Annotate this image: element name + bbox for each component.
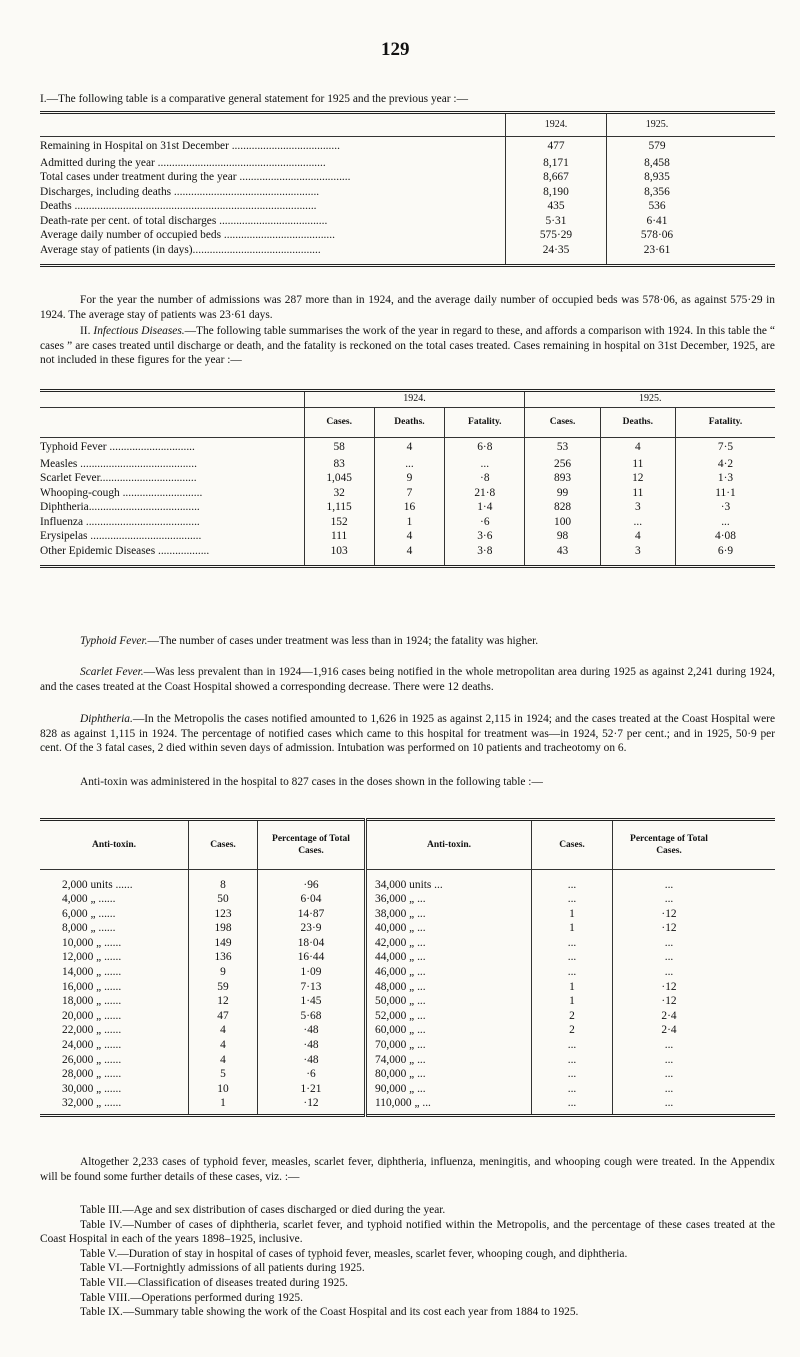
- cases-left: 47: [189, 1009, 258, 1024]
- general-row-label: Discharges, including deaths ...................................................: [40, 185, 320, 198]
- appendix-item: Table V.—Duration of stay in hospital of cases of typhoid fever, measles, scarlet fever, whooping cough, and diphtheria.: [80, 1247, 628, 1260]
- dose-left: 22,000 „ ......: [62, 1024, 122, 1037]
- infectious-value-f24: 6·8: [445, 438, 525, 457]
- pct-right: ·12: [613, 907, 726, 922]
- para-antitoxin: Anti-toxin was administered in the hospital to 827 cases in the doses shown in the following table :—: [80, 776, 543, 788]
- infectious-value-f24: ...: [445, 457, 525, 472]
- cases-left: 10: [189, 1082, 258, 1097]
- infectious-value-f25: 4·2: [675, 457, 775, 472]
- col-fatality-1924: Fatality.: [445, 408, 525, 438]
- dose-left: 24,000 „ ......: [62, 1039, 122, 1052]
- infectious-value-f24: 21·8: [445, 486, 525, 501]
- infectious-year-1925: 1925.: [525, 391, 775, 408]
- infectious-row: [40, 515, 775, 530]
- infectious-value-d24: 4: [374, 529, 444, 544]
- pct-right: ...: [613, 936, 726, 951]
- pct-left: ·6: [258, 1067, 366, 1082]
- pct-right: ...: [613, 878, 726, 893]
- appendix-list: [40, 1203, 775, 1320]
- para-altogether: Altogether 2,233 cases of typhoid fever, measles, scarlet fever, diphtheria, influenza, meningitis, and whooping cough were treated. In the Appendix will be found some further details of these cases, viz. :—: [40, 1156, 775, 1183]
- infectious-value-c25: 893: [525, 471, 600, 486]
- pct-left: 1·21: [258, 1082, 366, 1097]
- pct-header-left: Percentage of Total Cases.: [258, 820, 366, 870]
- infectious-value-f25: 6·9: [675, 544, 775, 559]
- diphtheria-body: —In the Metropolis the cases notified amounted to 1,626 in 1925 as against 2,115 in 1924; and the cases treated at the Coast Hospital were 828 as against 1,115 in 1924. The percentage of notified cases which came to this hospital for treatment was—in 1924, 52·7 per cent.; and in 1925, 50·9 per cent. Of the 3 fatal cases, 2 died within seven days of admission. Intubation was performed on 10 patients and tracheotomy on 6.: [40, 713, 775, 755]
- infectious-value-c25: 99: [525, 486, 600, 501]
- infectious-value-f24: 3·8: [445, 544, 525, 559]
- infectious-value-d25: 3: [600, 544, 675, 559]
- infectious-value-d24: 1: [374, 515, 444, 530]
- general-value-1924: 8,667: [506, 170, 607, 185]
- pct-right: ...: [613, 1082, 726, 1097]
- section-title: Infectious Diseases.: [93, 325, 185, 337]
- general-year-1925: 1925.: [607, 113, 708, 137]
- antitoxin-header-left: Anti-toxin.: [91, 839, 137, 850]
- infectious-value-d24: 4: [374, 438, 444, 457]
- cases-right: 2: [532, 1009, 613, 1024]
- section-number: II.: [80, 325, 94, 337]
- infectious-row: [40, 500, 775, 515]
- cases-left: 9: [189, 965, 258, 980]
- infectious-value-f24: ·6: [445, 515, 525, 530]
- general-value-1924: 477: [506, 137, 607, 156]
- section-body: —The following table summarises the work of the year in regard to these, and affords a comparison with 1924. In this table the “ cases ” are cases treated until discharge or death, and the fatality is reckoned on the total cases treated. Cases remaining in hospital on 31st December, 1925, are not included in these figures for the year :—: [40, 325, 775, 367]
- diphtheria-title: Diphtheria.: [80, 713, 133, 725]
- antitoxin-row: [40, 980, 775, 995]
- dose-left: 8,000 „ ......: [62, 922, 116, 935]
- dose-right: 38,000 „ ...: [366, 907, 532, 922]
- infectious-table: [40, 389, 775, 568]
- cases-left: 1: [189, 1096, 258, 1111]
- infectious-value-d24: 9: [374, 471, 444, 486]
- infectious-value-d24: 7: [374, 486, 444, 501]
- cases-left: 5: [189, 1067, 258, 1082]
- scarlet-body: —Was less prevalent than in 1924—1,916 cases being notified in the whole metropolitan area during 1925 as against 2,241 during 1924, and the cases treated at the Coast Hospital showed a corresponding decrease. There were 12 deaths.: [40, 666, 775, 693]
- cases-left: 136: [189, 950, 258, 965]
- pct-right: ...: [613, 1053, 726, 1068]
- infectious-value-d25: 11: [600, 457, 675, 472]
- dose-left: 30,000 „ ......: [62, 1082, 122, 1095]
- dose-right: 44,000 „ ...: [366, 950, 532, 965]
- cases-left: 4: [189, 1038, 258, 1053]
- infectious-value-c25: 100: [525, 515, 600, 530]
- cases-right: 1: [532, 921, 613, 936]
- antitoxin-row: [40, 892, 775, 907]
- infectious-value-d24: 16: [374, 500, 444, 515]
- general-value-1925: 8,356: [607, 185, 708, 200]
- cases-left: 123: [189, 907, 258, 922]
- infectious-value-f25: 11·1: [675, 486, 775, 501]
- infectious-value-d25: 11: [600, 486, 675, 501]
- cases-right: ...: [532, 1067, 613, 1082]
- pct-right: ...: [613, 892, 726, 907]
- infectious-value-d25: 4: [600, 438, 675, 457]
- typhoid-body: —The number of cases under treatment was less than in 1924; the fatality was higher.: [147, 635, 539, 647]
- general-value-1925: 578·06: [607, 228, 708, 243]
- general-value-1924: 8,171: [506, 156, 607, 171]
- pct-right: 2·4: [613, 1023, 726, 1038]
- typhoid-title: Typhoid Fever.: [80, 635, 148, 647]
- antitoxin-header-right: Anti-toxin.: [366, 820, 532, 870]
- disease-label: Erysipelas .......................................: [40, 530, 202, 543]
- infectious-value-f25: 1·3: [675, 471, 775, 486]
- dose-left: 14,000 „ ......: [62, 966, 122, 979]
- cases-right: ...: [532, 936, 613, 951]
- infectious-value-f25: 4·08: [675, 529, 775, 544]
- infectious-value-c25: 53: [525, 438, 600, 457]
- dose-right: 42,000 „ ...: [366, 936, 532, 951]
- pct-left: 5·68: [258, 1009, 366, 1024]
- cases-left: 149: [189, 936, 258, 951]
- dose-right: 34,000 units ...: [366, 878, 532, 893]
- general-value-1924: 8,190: [506, 185, 607, 200]
- antitoxin-row: [40, 921, 775, 936]
- cases-right: ...: [532, 878, 613, 893]
- infectious-value-d25: 3: [600, 500, 675, 515]
- pct-left: 1·09: [258, 965, 366, 980]
- pct-left: 7·13: [258, 980, 366, 995]
- cases-left: 4: [189, 1023, 258, 1038]
- infectious-value-c24: 58: [304, 438, 374, 457]
- antitoxin-row: [40, 1096, 775, 1111]
- scarlet-title: Scarlet Fever.: [80, 666, 144, 678]
- cases-right: 1: [532, 994, 613, 1009]
- antitoxin-row: [40, 1053, 775, 1068]
- dose-right: 80,000 „ ...: [366, 1067, 532, 1082]
- antitoxin-row: [40, 936, 775, 951]
- dose-right: 74,000 „ ...: [366, 1053, 532, 1068]
- appendix-item: Table VIII.—Operations performed during 1925.: [80, 1291, 303, 1304]
- cases-left: 59: [189, 980, 258, 995]
- general-value-1925: 536: [607, 199, 708, 214]
- infectious-row: [40, 544, 775, 559]
- para-diphtheria: [40, 712, 775, 756]
- dose-left: 6,000 „ ......: [62, 907, 116, 920]
- para-infectious: [40, 324, 775, 368]
- general-row: [40, 185, 775, 200]
- infectious-row: [40, 529, 775, 544]
- cases-left: 50: [189, 892, 258, 907]
- infectious-value-c25: 43: [525, 544, 600, 559]
- general-year-1924: 1924.: [506, 113, 607, 137]
- cases-right: ...: [532, 1038, 613, 1053]
- infectious-value-c24: 152: [304, 515, 374, 530]
- cases-right: ...: [532, 1096, 613, 1111]
- pct-right: ...: [613, 1096, 726, 1111]
- infectious-value-f24: 3·6: [445, 529, 525, 544]
- infectious-value-c24: 111: [304, 529, 374, 544]
- antitoxin-row: [40, 1082, 775, 1097]
- general-value-1924: 435: [506, 199, 607, 214]
- disease-label: Typhoid Fever ..............................: [40, 440, 195, 453]
- general-row-label: Total cases under treatment during the year .......................................: [40, 171, 351, 184]
- infectious-row: [40, 486, 775, 501]
- infectious-value-d24: 4: [374, 544, 444, 559]
- antitoxin-row: [40, 1009, 775, 1024]
- appendix-item: Table III.—Age and sex distribution of cases discharged or died during the year.: [80, 1204, 446, 1216]
- pct-right: ·12: [613, 921, 726, 936]
- col-cases-1925: Cases.: [525, 408, 600, 438]
- appendix-item: Table VII.—Classification of diseases treated during 1925.: [80, 1276, 348, 1289]
- cases-left: 4: [189, 1053, 258, 1068]
- disease-label: Measles .........................................: [40, 457, 197, 470]
- general-row: [40, 243, 775, 258]
- pct-left: 23·9: [258, 921, 366, 936]
- cases-right: ...: [532, 950, 613, 965]
- pct-left: 6·04: [258, 892, 366, 907]
- dose-left: 12,000 „ ......: [62, 951, 122, 964]
- dose-right: 90,000 „ ...: [366, 1082, 532, 1097]
- general-row: [40, 214, 775, 229]
- intro-text: I.—The following table is a comparative general statement for 1925 and the previous year :—: [40, 93, 468, 105]
- cases-header-right: Cases.: [532, 820, 613, 870]
- general-row: [40, 137, 775, 156]
- cases-right: ...: [532, 965, 613, 980]
- antitoxin-row: [40, 1067, 775, 1082]
- col-fatality-1925: Fatality.: [675, 408, 775, 438]
- infectious-value-d24: ...: [374, 457, 444, 472]
- dose-right: 46,000 „ ...: [366, 965, 532, 980]
- infectious-value-c24: 32: [304, 486, 374, 501]
- appendix-item: Table VI.—Fortnightly admissions of all patients during 1925.: [80, 1262, 365, 1275]
- antitoxin-row: [40, 1023, 775, 1038]
- general-table: [40, 111, 775, 267]
- infectious-value-c24: 103: [304, 544, 374, 559]
- para-beds: For the year the number of admissions was 287 more than in 1924, and the average daily number of occupied beds was 578·06, as against 575·29 in 1924. The average stay of patients was 23·61 days.: [40, 294, 775, 321]
- dose-left: 2,000 units ......: [62, 878, 133, 891]
- infectious-value-c25: 828: [525, 500, 600, 515]
- dose-right: 52,000 „ ...: [366, 1009, 532, 1024]
- pct-right: ...: [613, 1038, 726, 1053]
- infectious-row: [40, 471, 775, 486]
- dose-left: 16,000 „ ......: [62, 980, 122, 993]
- cases-right: ...: [532, 1082, 613, 1097]
- dose-left: 4,000 „ ......: [62, 893, 116, 906]
- dose-left: 20,000 „ ......: [62, 1009, 122, 1022]
- infectious-value-d25: ...: [600, 515, 675, 530]
- infectious-value-d25: 4: [600, 529, 675, 544]
- appendix-item: Table IV.—Number of cases of diphtheria, scarlet fever, and typhoid notified within the Metropolis, and the percentage of these cases treated at the Coast Hospital in each of the years 1898–1925, inclusive.: [40, 1218, 775, 1246]
- infectious-value-c25: 98: [525, 529, 600, 544]
- general-value-1924: 24·35: [506, 243, 607, 258]
- infectious-value-f24: ·8: [445, 471, 525, 486]
- infectious-value-c25: 256: [525, 457, 600, 472]
- antitoxin-row: [40, 994, 775, 1009]
- cases-header-left: Cases.: [189, 820, 258, 870]
- dose-right: 48,000 „ ...: [366, 980, 532, 995]
- general-row: [40, 170, 775, 185]
- dose-left: 10,000 „ ......: [62, 936, 122, 949]
- infectious-value-c24: 83: [304, 457, 374, 472]
- general-row: [40, 156, 775, 171]
- para-typhoid: [40, 634, 775, 649]
- col-deaths-1925: Deaths.: [600, 408, 675, 438]
- pct-left: 18·04: [258, 936, 366, 951]
- dose-left: 26,000 „ ......: [62, 1053, 122, 1066]
- pct-left: ·12: [258, 1096, 366, 1111]
- general-row-label: Admitted during the year ...........................................................: [40, 156, 326, 169]
- antitoxin-row: [40, 950, 775, 965]
- antitoxin-row: [40, 1038, 775, 1053]
- cases-right: 2: [532, 1023, 613, 1038]
- general-value-1925: 579: [607, 137, 708, 156]
- disease-label: Whooping-cough ............................: [40, 486, 203, 499]
- pct-header-right: Percentage of Total Cases.: [613, 820, 726, 870]
- general-row-label: Death-rate per cent. of total discharges ......................................: [40, 214, 328, 227]
- dose-right: 36,000 „ ...: [366, 892, 532, 907]
- cases-left: 8: [189, 878, 258, 893]
- infectious-row: [40, 438, 775, 457]
- cases-right: ...: [532, 1053, 613, 1068]
- cases-left: 12: [189, 994, 258, 1009]
- infectious-value-f25: 7·5: [675, 438, 775, 457]
- pct-right: ...: [613, 1067, 726, 1082]
- dose-right: 50,000 „ ...: [366, 994, 532, 1009]
- dose-left: 28,000 „ ......: [62, 1068, 122, 1081]
- general-row-label: Average stay of patients (in days).............................................: [40, 244, 321, 257]
- pct-right: ·12: [613, 994, 726, 1009]
- infectious-value-f24: 1·4: [445, 500, 525, 515]
- antitoxin-table: [40, 818, 775, 1117]
- pct-right: ·12: [613, 980, 726, 995]
- general-value-1925: 8,458: [607, 156, 708, 171]
- infectious-value-f25: ...: [675, 515, 775, 530]
- disease-label: Other Epidemic Diseases ..................: [40, 545, 210, 558]
- general-value-1925: 8,935: [607, 170, 708, 185]
- dose-right: 60,000 „ ...: [366, 1023, 532, 1038]
- general-row-label: Remaining in Hospital on 31st December ......................................: [40, 139, 340, 152]
- general-row-label: Average daily number of occupied beds .......................................: [40, 229, 335, 242]
- infectious-row: [40, 457, 775, 472]
- disease-label: Scarlet Fever..................................: [40, 472, 197, 485]
- dose-right: 110,000 „ ...: [366, 1096, 532, 1111]
- pct-left: ·48: [258, 1023, 366, 1038]
- antitoxin-row: [40, 878, 775, 893]
- col-cases-1924: Cases.: [304, 408, 374, 438]
- cases-right: ...: [532, 892, 613, 907]
- pct-right: ...: [613, 965, 726, 980]
- infectious-value-c24: 1,115: [304, 500, 374, 515]
- page-number: 129: [381, 39, 410, 60]
- pct-left: ·48: [258, 1053, 366, 1068]
- general-value-1924: 575·29: [506, 228, 607, 243]
- pct-left: 16·44: [258, 950, 366, 965]
- para-scarlet: [40, 665, 775, 694]
- infectious-year-1924: 1924.: [304, 391, 525, 408]
- general-row-label: Deaths .....................................................................................: [40, 200, 317, 213]
- cases-right: 1: [532, 980, 613, 995]
- infectious-value-d25: 12: [600, 471, 675, 486]
- dose-right: 40,000 „ ...: [366, 921, 532, 936]
- dose-left: 18,000 „ ......: [62, 995, 122, 1008]
- pct-right: 2·4: [613, 1009, 726, 1024]
- general-value-1924: 5·31: [506, 214, 607, 229]
- antitoxin-row: [40, 907, 775, 922]
- disease-label: Influenza ........................................: [40, 515, 200, 528]
- dose-right: 70,000 „ ...: [366, 1038, 532, 1053]
- general-value-1925: 6·41: [607, 214, 708, 229]
- infectious-value-f25: ·3: [675, 500, 775, 515]
- general-row: [40, 199, 775, 214]
- dose-left: 32,000 „ ......: [62, 1097, 122, 1110]
- pct-left: ·96: [258, 878, 366, 893]
- pct-left: 14·87: [258, 907, 366, 922]
- general-value-1925: 23·61: [607, 243, 708, 258]
- infectious-value-c24: 1,045: [304, 471, 374, 486]
- appendix-item: Table IX.—Summary table showing the work of the Coast Hospital and its cost each year from 1884 to 1925.: [80, 1306, 579, 1319]
- pct-left: 1·45: [258, 994, 366, 1009]
- cases-left: 198: [189, 921, 258, 936]
- disease-label: Diphtheria.......................................: [40, 501, 200, 514]
- pct-left: ·48: [258, 1038, 366, 1053]
- general-row: [40, 228, 775, 243]
- col-deaths-1924: Deaths.: [374, 408, 444, 438]
- antitoxin-row: [40, 965, 775, 980]
- cases-right: 1: [532, 907, 613, 922]
- pct-right: ...: [613, 950, 726, 965]
